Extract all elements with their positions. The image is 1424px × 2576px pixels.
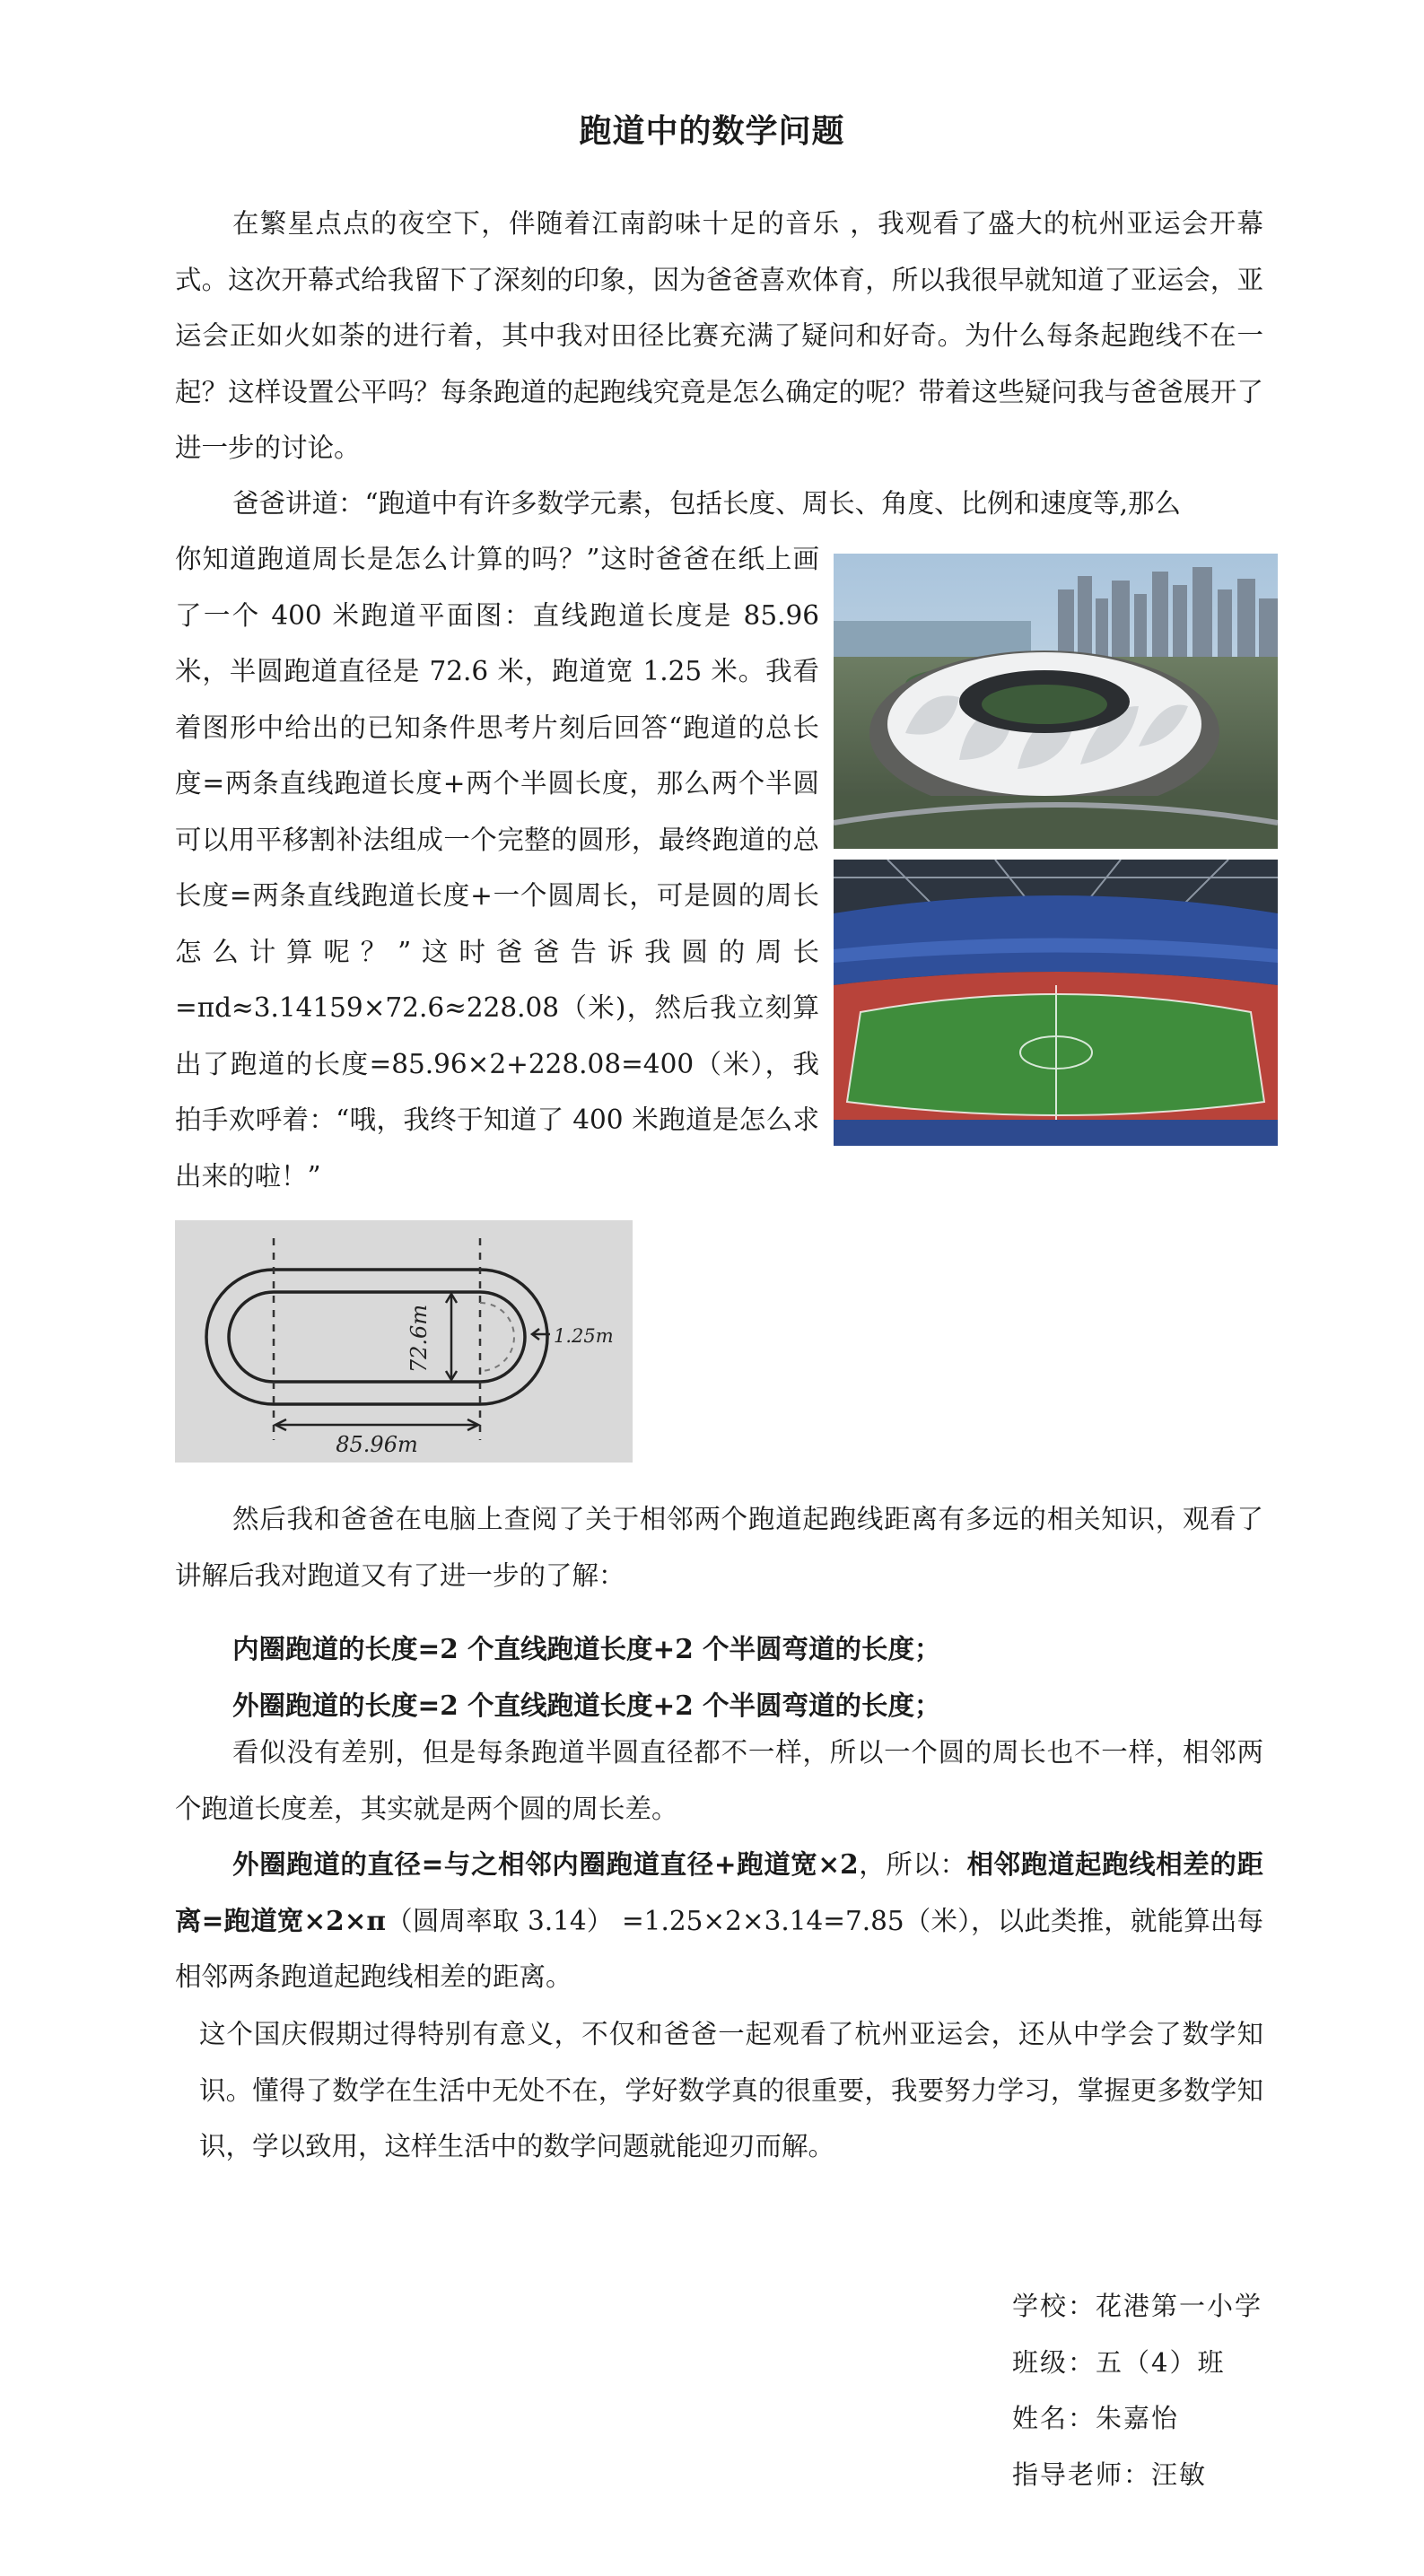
paragraph-track-calculation: 你知道跑道周长是怎么计算的吗？”这时爸爸在纸上画了一个 400 米跑道平面图：直线跑道长度是 85.96 米，半圆跑道直径是 72.6 米，跑道宽 1.25 米。我看着图形中给出的已知条件思考片刻后回答“跑道的总长度=两条直线跑道长度+两个半圆长度，那么两个半圆可以用平移割补法组成一个完整的圆形，最终跑道的总长度=两条直线跑道长度+一个圆周长，可是圆的周长怎么计算呢？”这时爸爸告诉我圆的周长=πd≈3.14159×72.6≈228.08（米)，然后我立刻算出了跑道的长度=85.96×2+228.08=400（米），我拍手欢呼着：“哦，我终于知道了 400 米跑道是怎么求出来的啦！” bbox=[175, 544, 819, 1192]
sketch-width-label: 1.25m bbox=[554, 1325, 614, 1347]
sketch-diameter-label: 72.6m bbox=[406, 1304, 432, 1374]
stadium-interior-photo bbox=[834, 860, 1278, 1146]
outer-diameter-formula: 外圈跑道的直径=与之相邻内圈跑道直径+跑道宽×2 bbox=[232, 1848, 859, 1880]
inner-track-formula: 内圈跑道的长度=2 个直线跑道长度+2 个半圆弯道的长度； bbox=[232, 1633, 941, 1664]
signature-class: 班级：五（4）班 bbox=[1012, 2347, 1226, 2378]
stadium-aerial-photo bbox=[834, 554, 1278, 849]
track-sketch-drawing bbox=[175, 1220, 633, 1463]
paragraph-conclusion-formula bbox=[175, 1837, 1263, 2005]
paragraph-research: 然后我和爸爸在电脑上查阅了关于相邻两个跑道起跑线距离有多远的相关知识，观看了讲解后我对跑道又有了进一步的了解： bbox=[175, 1504, 1263, 1591]
paragraph-difference: 看似没有差别，但是每条跑道半圆直径都不一样，所以一个圆的周长也不一样，相邻两个跑道长度差，其实就是两个圆的周长差。 bbox=[175, 1737, 1263, 1824]
outer-track-formula: 外圈跑道的长度=2 个直线跑道长度+2 个半圆弯道的长度； bbox=[232, 1690, 941, 1721]
formula-result: （圆周率取 3.14） =1.25×2×3.14=7.85（米），以此类推，就能算出每相邻两条跑道起跑线相差的距离。 bbox=[175, 1905, 1263, 1992]
signature-school: 学校：花港第一小学 bbox=[1012, 2291, 1263, 2321]
paragraph-dad-intro: 爸爸讲道：“跑道中有许多数学元素，包括长度、周长、角度、比例和速度等,那么 bbox=[232, 488, 1181, 519]
signature-name: 姓名：朱嘉怡 bbox=[1012, 2403, 1180, 2433]
start-line-distance-formula: 相邻跑道起跑线相差的距离=跑道宽×2×π bbox=[175, 1848, 1263, 1936]
paragraph-summary: 这个国庆假期过得特别有意义，不仅和爸爸一起观看了杭州亚运会，还从中学会了数学知识。懂得了数学在生活中无处不在，学好数学真的很重要，我要努力学习，掌握更多数学知识，学以致用，这样生活中的数学问题就能迎刃而解。 bbox=[199, 2019, 1263, 2161]
signature-teacher: 指导老师：汪敏 bbox=[1012, 2459, 1208, 2490]
formula-connector: ，所以： bbox=[858, 1849, 967, 1880]
sketch-straight-label: 85.96m bbox=[336, 1432, 418, 1457]
page-title: 跑道中的数学问题 bbox=[579, 112, 845, 150]
paragraph-intro: 在繁星点点的夜空下，伴随着江南韵味十足的音乐 ，我观看了盛大的杭州亚运会开幕式。这次开幕式给我留下了深刻的印象，因为爸爸喜欢体育，所以我很早就知道了亚运会，亚运会正如火如荼的进行着，其中我对田径比赛充满了疑问和好奇。为什么每条起跑线不在一起？这样设置公平吗？每条跑道的起跑线究竟是怎么确定的呢？带着这些疑问我与爸爸展开了进一步的讨论。 bbox=[175, 208, 1263, 463]
